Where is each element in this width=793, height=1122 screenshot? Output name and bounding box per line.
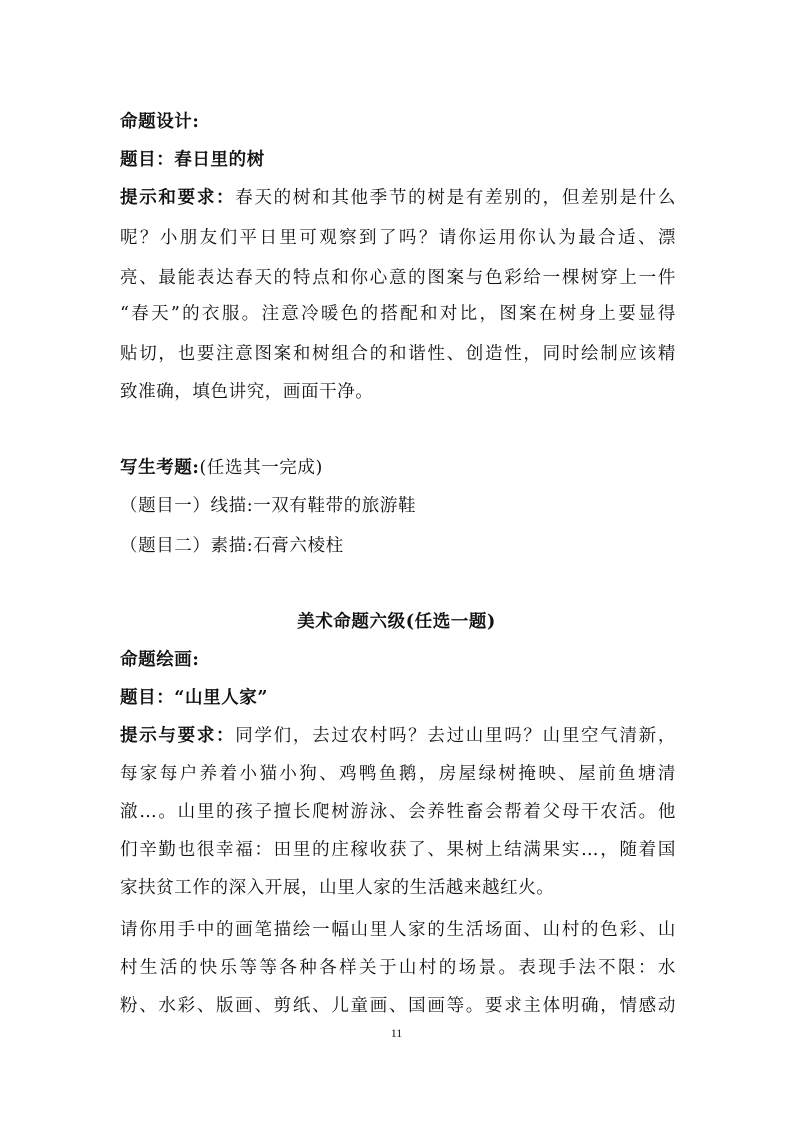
sketch-item-1: （题目一）线描:一双有鞋带的旅游鞋	[120, 496, 417, 516]
page-number: 11	[390, 1026, 403, 1040]
section-heading-design: 命题设计:	[120, 112, 200, 132]
requirement-paragraph-line: 家扶贫工作的深入开展，山里人家的生活越来越红火。	[120, 878, 555, 898]
requirement-paragraph-line	[120, 724, 676, 748]
requirement-paragraph-line: 亮、最能表达春天的特点和你心意的图案与色彩给一棵树穿上一件	[120, 268, 676, 288]
sketch-exam-heading	[120, 456, 676, 480]
requirement-paragraph-line: 澈…。山里的孩子擅长爬树游泳、会养牲畜会帮着父母干农活。他	[120, 802, 676, 822]
section-title-level-six: 美术命题六级(任选一题)	[297, 612, 496, 632]
requirement-text: 同学们，去过农村吗？去过山里吗？山里空气清新，	[235, 726, 676, 746]
requirement-label: 提示和要求：	[120, 188, 236, 208]
requirement-paragraph-line: 们辛勤也很幸福：田里的庄稼收获了、果树上结满果实…，随着国	[120, 840, 676, 860]
topic-title-mountain-home: 题目：“山里人家”	[120, 688, 269, 708]
requirement-paragraph-line	[120, 186, 676, 210]
requirement-paragraph-line: “春天”的衣服。注意冷暖色的搭配和对比，图案在树身上要显得	[120, 304, 676, 324]
requirement-paragraph-line: 粉、水彩、版画、剪纸、儿童画、国画等。要求主体明确，情感动	[120, 996, 676, 1016]
requirement-text: 春天的树和其他季节的树是有差别的，但差别是什么	[235, 188, 676, 208]
sketch-exam-label: 写生考题:	[120, 458, 200, 478]
section-heading-drawing: 命题绘画:	[120, 650, 200, 670]
sketch-exam-note: (任选其一完成)	[199, 458, 323, 478]
requirement-paragraph-line: 请你用手中的画笔描绘一幅山里人家的生活场面、山村的色彩、山	[120, 920, 676, 940]
requirement-paragraph-line: 贴切，也要注意图案和树组合的和谐性、创造性，同时绘制应该精	[120, 344, 676, 364]
requirement-paragraph-line: 致准确，填色讲究，画面干净。	[120, 382, 374, 402]
topic-title-spring-tree: 题目：春日里的树	[120, 150, 265, 170]
requirement-paragraph-line: 村生活的快乐等等各种各样关于山村的场景。表现手法不限：水	[120, 958, 676, 978]
requirement-paragraph-line: 呢？小朋友们平日里可观察到了吗？请你运用你认为最合适、漂	[120, 228, 676, 248]
requirement-label: 提示与要求：	[120, 726, 236, 746]
sketch-item-2: （题目二）素描:石膏六棱柱	[120, 536, 344, 556]
requirement-paragraph-line: 每家每户养着小猫小狗、鸡鸭鱼鹅，房屋绿树掩映、屋前鱼塘清	[120, 764, 676, 784]
